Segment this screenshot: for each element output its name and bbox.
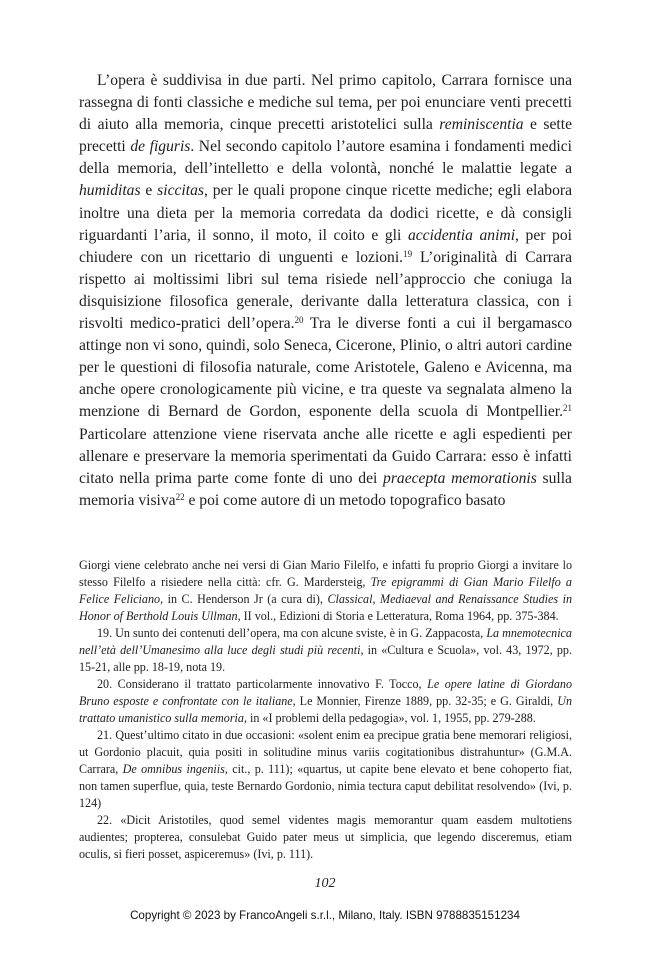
footnote-20: 20. Considerano il trattato particolarmente innovativo F. Tocco, Le opere latine di Giordano Bruno esposte e confrontate con le italiane, Le Monnier, Firenze 1889, pp. 32-35; e G. Giraldi, Un trattato umanistico sulla memoria, in «I problemi della pedagogia», vol. 1, 1955, pp. 279-288. <box>79 677 572 725</box>
footnote-21: 21. Quest’ultimo citato in due occasioni: «solent enim ea precipue gratia bene memorari religiosi, ut Gordonio placuit, quia positi in solitudine minus variis cogitationibus distrahuntur» (G.M.A. Carrara, De omnibus ingeniis, cit., p. 111); «quartus, ut capite bene elevato et bene cohoperto fiat, non tamen superflue, quia, teste Bernardo Gordonio, nimia tectura caput debilitat resolvendo» (Ivi, p. 124) <box>79 728 572 810</box>
main-text <box>79 70 572 512</box>
footnote-22: 22. «Dicit Aristotiles, quod semel videntes magis memorantur quam easdem multotiens audientes; propterea, consulebat Guido pater meus ut simplicia, que legendo disceremus, etiam oculis, si fieri posset, aspiceremus» (Ivi, p. 111). <box>79 813 572 861</box>
copyright-notice: Copyright © 2023 by FrancoAngeli s.r.l., Milano, Italy. ISBN 9788835151234 <box>130 909 520 922</box>
footnote-ref-20[interactable]: 20 <box>294 315 304 326</box>
footnote-ref-19[interactable]: 19 <box>403 248 413 259</box>
footnote-ref-21[interactable]: 21 <box>563 403 572 414</box>
footnotes <box>79 557 572 863</box>
footnote-continuation: Giorgi viene celebrato anche nei versi di Gian Mario Filelfo, e infatti fu proprio Giorgi a invitare lo stesso Filelfo a risiedere nella città: cfr. G. Mardersteig, Tre epigrammi di Gian Mario Filelfo a Felice Feliciano, in C. Henderson Jr (a cura di), Classical, Mediaeval and Renaissance Studies in Honor of Berthold Louis Ullman, II vol., Edizioni di Storia e Letteratura, Roma 1964, pp. 375-384. <box>79 558 572 623</box>
footnote-19: 19. Un sunto dei contenuti dell’opera, ma con alcune sviste, è in G. Zappacosta, La mnemotecnica nell’età dell’Umanesimo alla luce degli studi più recenti, in «Cultura e Scuola», vol. 43, 1972, pp. 15-21, alle pp. 18-19, nota 19. <box>79 626 573 674</box>
body-paragraph: L’opera è suddivisa in due parti. Nel primo capitolo, Carrara fornisce una rassegna di fonti classiche e mediche sul tema, per poi enunciare venti precetti di aiuto alla memoria, cinque precetti aristotelici sulla reminiscentia e sette precetti de figuris. Nel secondo capitolo l’autore esamina i fondamenti medici della memoria, dell’intelletto e della volontà, nonché le malattie legate a humiditas e siccitas, per le quali propone cinque ricette mediche; egli elabora inoltre una dieta per la memoria corredata da dodici ricette, e dà consigli riguardanti l’aria, il sonno, il moto, il coito e gli accidentia animi, per poi chiudere con un ricettario di unguenti e lozioni.$^{19}$ L’originalità di Carrara rispetto ai moltissimi libri sul tema risiede nell’approccio che coniuga la disquisizione filosofica generale, derivante dalla letteratura classica, con i risvolti medico-pratici dell’opera.$^{20}$ Tra le diverse fonti a cui il bergamasco attinge non vi sono, quindi, solo Seneca, Cicerone, Plinio, o altri autori cardine per le questioni di filosofia naturale, come Aristotele, Galeno e Avicenna, ma anche opere cronologicamente più vicine, e tra queste va segnalata almeno la menzione di Bernard de Gordon, esponente della scuola di Montpellier.$^{21}$ Particolare attenzione viene riservata anche alle ricette e agli espedienti per allenare e preservare la memoria sperimentati da Guido Carrara: esso è infatti citato nella prima parte come fonte di uno dei praecepta memorationis sulla memoria visiva$^{22}$ e poi come autore di un metodo topografico basato <box>79 72 572 509</box>
footnote-ref-22[interactable]: 22 <box>175 491 185 502</box>
page-number: 102 <box>314 876 336 891</box>
